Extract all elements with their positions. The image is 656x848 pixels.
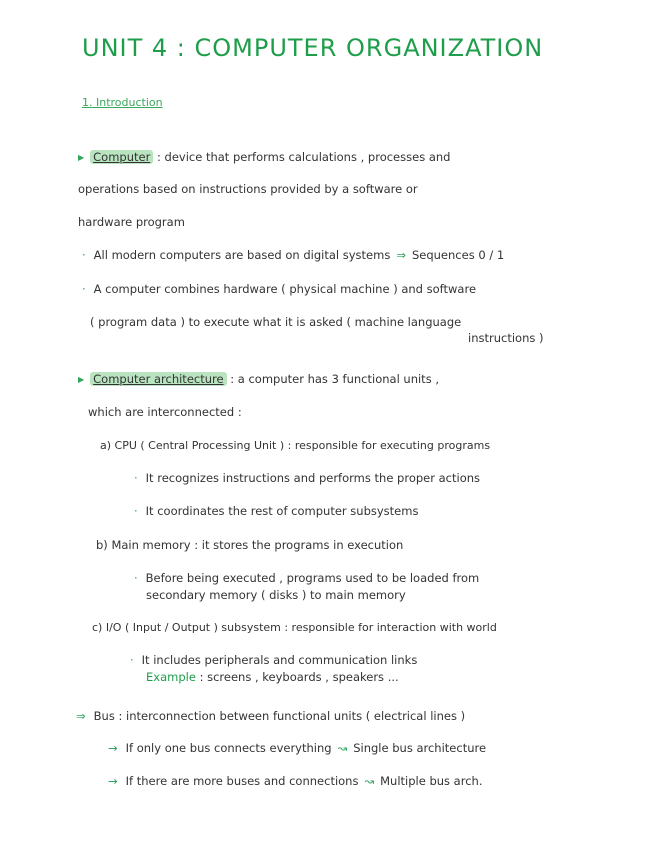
page-title: UNIT 4 : COMPUTER ORGANIZATION bbox=[82, 34, 544, 62]
cpu-point-1 bbox=[134, 471, 480, 485]
main-memory-point-1-line-2: secondary memory ( disks ) to main memory bbox=[146, 588, 406, 602]
dot-bullet-icon: · bbox=[82, 282, 86, 296]
computer-point-2-text: A computer combines hardware ( physical machine ) and software bbox=[93, 282, 477, 296]
computer-definition-line-3: hardware program bbox=[78, 215, 185, 229]
computer-definition-line-1 bbox=[78, 150, 450, 165]
dot-bullet-icon: · bbox=[134, 504, 138, 518]
cpu-point-2-text: It coordinates the rest of computer subsystems bbox=[145, 504, 419, 518]
section-heading: 1. Introduction bbox=[82, 96, 163, 109]
triangle-bullet-icon: ▶ bbox=[78, 375, 85, 384]
arrow-right-icon: → bbox=[108, 741, 118, 755]
cpu-point-2 bbox=[134, 504, 418, 518]
computer-point-1 bbox=[82, 248, 504, 262]
arrow-right-icon: → bbox=[108, 774, 118, 788]
architecture-definition-line-1 bbox=[78, 372, 439, 387]
main-memory-point-1-line-1 bbox=[134, 571, 479, 585]
architecture-definition-text: : a computer has 3 functional units , bbox=[230, 372, 439, 386]
io-example-label: Example bbox=[146, 670, 196, 684]
io-point-1-text: It includes peripherals and communication links bbox=[141, 653, 418, 667]
main-memory-heading: b) Main memory : it stores the programs in execution bbox=[96, 538, 404, 552]
io-heading: c) I/O ( Input / Output ) subsystem : responsible for interaction with world bbox=[92, 621, 497, 634]
computer-point-1-text: All modern computers are based on digital systems bbox=[93, 248, 391, 262]
cpu-heading: a) CPU ( Central Processing Unit ) : responsible for executing programs bbox=[100, 439, 491, 452]
squiggle-arrow-icon: ↝ bbox=[337, 741, 348, 755]
computer-point-2-line-1 bbox=[82, 282, 476, 296]
bus-point-2 bbox=[108, 774, 482, 788]
dot-bullet-icon: · bbox=[82, 248, 86, 262]
bus-point-2-text: If there are more buses and connections bbox=[125, 774, 359, 788]
triangle-bullet-icon: ▶ bbox=[78, 153, 85, 162]
architecture-term: Computer architecture bbox=[90, 372, 226, 386]
bus-point-1-text: If only one bus connects everything bbox=[125, 741, 332, 755]
bus-definition-text: Bus : interconnection between functional units ( electrical lines ) bbox=[93, 709, 466, 723]
computer-point-1-result: Sequences 0 / 1 bbox=[411, 248, 505, 262]
computer-definition-text: : device that performs calculations , processes and bbox=[156, 150, 451, 164]
cpu-point-1-text: It recognizes instructions and performs the proper actions bbox=[145, 471, 481, 485]
squiggle-arrow-icon: ↝ bbox=[364, 774, 375, 788]
bus-point-1-result: Single bus architecture bbox=[353, 741, 487, 755]
computer-term: Computer bbox=[90, 150, 153, 164]
computer-point-2-line-2: ( program data ) to execute what it is asked ( machine language bbox=[90, 315, 462, 329]
architecture-definition-line-2: which are interconnected : bbox=[88, 405, 242, 419]
computer-definition-line-2: operations based on instructions provided by a software or bbox=[78, 182, 418, 196]
main-memory-point-1-text: Before being executed , programs used to be loaded from bbox=[145, 571, 480, 585]
io-example-line bbox=[146, 670, 399, 684]
dot-bullet-icon: · bbox=[130, 653, 134, 667]
computer-point-2-line-3: instructions ) bbox=[468, 331, 544, 345]
bus-point-1 bbox=[108, 741, 486, 755]
dot-bullet-icon: · bbox=[134, 471, 138, 485]
io-point-1-line-1 bbox=[130, 653, 417, 667]
double-arrow-bullet-icon: ⇒ bbox=[76, 709, 86, 723]
bus-point-2-result: Multiple bus arch. bbox=[380, 774, 483, 788]
io-example-text: : screens , keyboards , speakers ... bbox=[199, 670, 399, 684]
arrow-right-icon: ⇒ bbox=[396, 248, 406, 262]
bus-definition bbox=[76, 709, 465, 723]
dot-bullet-icon: · bbox=[134, 571, 138, 585]
